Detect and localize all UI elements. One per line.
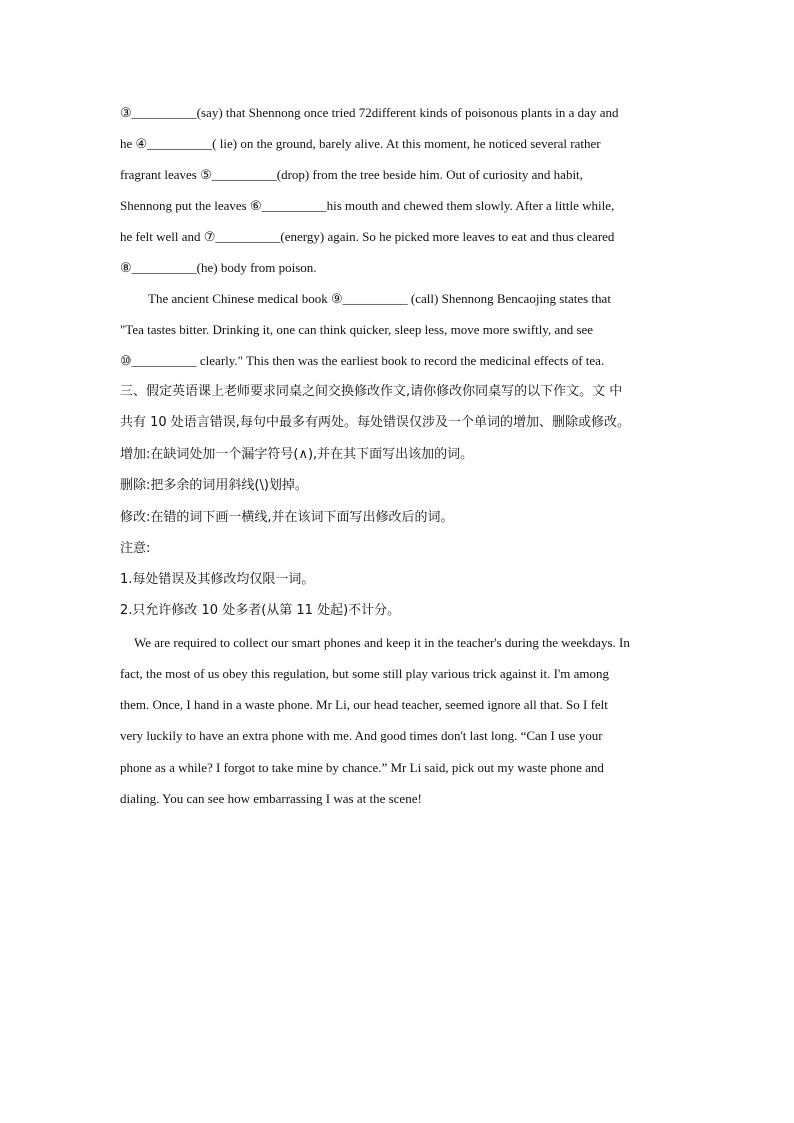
essay-line-4: very luckily to have an extra phone with me. And good times don't last long. “Can I use your xyxy=(120,728,603,743)
passage-line-2: he ④__________( lie) on the ground, barely alive. At this moment, he noticed several rather xyxy=(120,136,601,151)
rule-delete: 删除:把多余的词用斜线(\)划掉。 xyxy=(120,478,308,493)
note-title: 注意: xyxy=(120,541,151,556)
passage-line-3: fragrant leaves ⑤__________(drop) from the tree beside him. Out of curiosity and habit, xyxy=(120,167,583,182)
note-2: 2.只允许修改 10 处多者(从第 11 处起)不计分。 xyxy=(120,603,401,618)
essay-line-5: phone as a while? I forgot to take mine by chance.” Mr Li said, pick out my waste phone and xyxy=(120,760,604,775)
section-heading-line-1: 三、假定英语课上老师要求同桌之间交换修改作文,请你修改你同桌写的以下作文。文 中 xyxy=(120,384,623,399)
rule-add: 增加:在缺词处加一个漏字符号(∧),并在其下面写出该加的词。 xyxy=(120,447,474,462)
passage-line-5: he felt well and ⑦__________(energy) again. So he picked more leaves to eat and thus cleared xyxy=(120,229,615,244)
passage-line-8: "Tea tastes bitter. Drinking it, one can think quicker, sleep less, move more swiftly, and see xyxy=(120,322,594,337)
passage-line-7: The ancient Chinese medical book ⑨__________ (call) Shennong Bencaojing states that xyxy=(148,291,611,306)
essay-line-1: We are required to collect our smart phones and keep it in the teacher's during the weekdays. In xyxy=(134,635,630,650)
passage-line-6: ⑧__________(he) body from poison. xyxy=(120,260,317,275)
passage-line-9: ⑩__________ clearly." This then was the earliest book to record the medicinal effects of tea. xyxy=(120,353,605,368)
rule-modify: 修改:在错的词下画一横线,并在该词下面写出修改后的词。 xyxy=(120,510,454,525)
essay-line-2: fact, the most of us obey this regulation, but some still play various trick against it. I'm among xyxy=(120,666,610,681)
passage-line-4: Shennong put the leaves ⑥__________his mouth and chewed them slowly. After a little while, xyxy=(120,198,615,213)
essay-line-3: them. Once, I hand in a waste phone. Mr Li, our head teacher, seemed ignore all that. So I felt xyxy=(120,697,608,712)
note-1: 1.每处错误及其修改均仅限一词。 xyxy=(120,572,315,587)
passage-line-1: ③__________(say) that Shennong once tried 72different kinds of poisonous plants in a day and xyxy=(120,105,619,120)
essay-line-6: dialing. You can see how embarrassing I was at the scene! xyxy=(120,791,422,806)
section-heading-line-2: 共有 10 处语言错误,每句中最多有两处。每处错误仅涉及一个单词的增加、删除或修改。 xyxy=(120,415,630,430)
